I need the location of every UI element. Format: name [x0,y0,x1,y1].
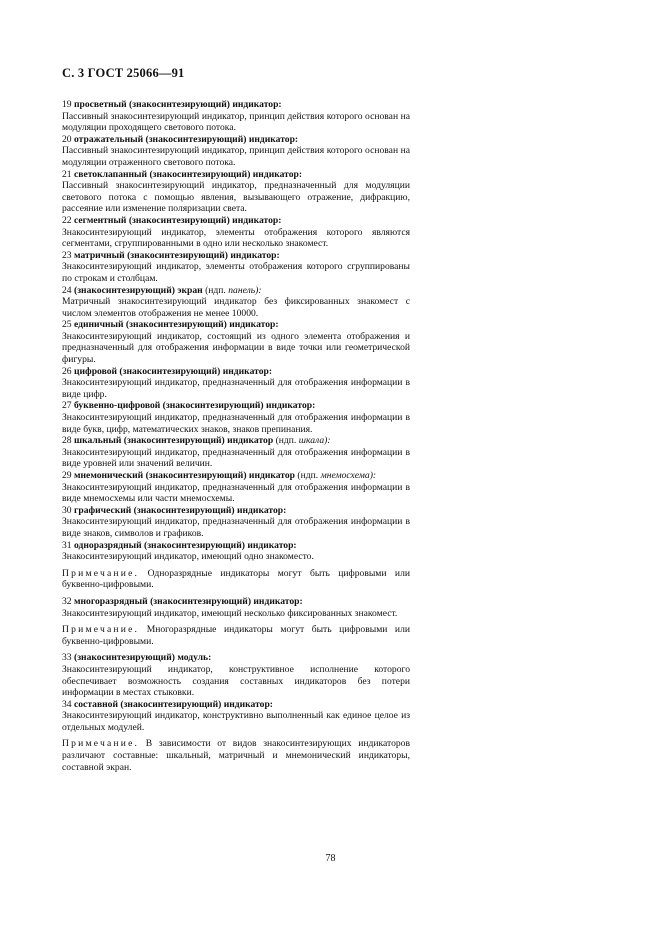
term-number: 24 [62,284,72,296]
term-name: мнемонический (знакосинтезирующий) индикатор [74,470,296,481]
term-entry [62,366,410,401]
term-name: графический (знакосинтезирующий) индикатор: [74,504,287,516]
term-note [62,568,410,591]
term-number: 30 [62,504,72,516]
term-heading [62,285,410,297]
note-label: Примечание. [62,567,140,579]
term-heading [62,540,410,552]
term-entry [62,215,410,250]
term-entry [62,652,410,698]
term-number: 27 [62,400,72,412]
deprecated-prefix: (ндп. [295,470,321,481]
term-deprecated-note [273,435,330,446]
term-definition: Знакосинтезирующий индикатор, имеющий несколько фиксированных знакомест. [62,607,398,619]
term-number: 21 [62,168,72,180]
note-text: Многоразрядные индикаторы могут быть цифровыми или буквенно-цифровыми. [62,624,410,647]
term-definition: Знакосинтезирующий индикатор, элементы отображения которого сгруппированы по строкам и столбцам. [62,261,410,284]
term-heading [62,400,410,412]
term-definition: Знакосинтезирующий индикатор, предназначенный для отображения информации в виде мнемосхемы или части мнемосхемы. [62,481,410,505]
deprecated-term: шкала [298,435,325,447]
term-definition: Знакосинтезирующий индикатор, конструктивное исполнение которого обеспечивает возможность создания составных индикаторов без потери информации в местах стыковки. [62,663,410,699]
term-heading [62,652,410,664]
term-number: 26 [62,365,72,377]
term-definition: Знакосинтезирующий индикатор, предназначенный для отображения информации в виде цифр. [62,377,410,400]
term-name: светоклапанный (знакосинтезирующий) индикатор: [74,168,303,180]
term-note [62,738,410,773]
term-heading [62,505,410,517]
term-number: 33 [62,652,72,664]
term-number: 31 [62,539,72,551]
term-name: одноразрядный (знакосинтезирующий) индикатор: [74,539,297,551]
term-definition: Пассивный знакосинтезирующий индикатор, предназначенный для модуляции светового потока с помощью явления, вызывающего отражение, дифракцию, рассеяние или изменение поляризации света. [62,180,410,215]
deprecated-suffix: ): [324,435,331,447]
term-heading [62,215,410,227]
term-heading [62,319,410,331]
term-name: единичный (знакосинтезирующий) индикатор: [74,319,279,331]
term-heading [62,366,410,378]
deprecated-term: мнемосхема [320,470,370,481]
term-entry [62,285,410,320]
term-entry [62,134,410,169]
term-heading [62,134,410,146]
deprecated-suffix: ): [369,470,377,481]
term-entry [62,169,410,215]
term-entry [62,99,410,134]
term-definition: Знакосинтезирующий индикатор, предназначенный для отображения информации в виде знаков, символов и графиков. [62,516,410,539]
term-entry [62,319,410,365]
deprecated-suffix: ): [255,284,262,296]
term-name: просветный (знакосинтезирующий) индикатор: [74,99,282,110]
term-heading [62,99,410,111]
term-entry [62,400,410,435]
term-list [62,99,410,778]
note-label: Примечание. [62,738,140,750]
term-definition: Знакосинтезирующий индикатор, состоящий из одного элемента отображения и предназначенный для отображения информации в виде точки или геометрической фигуры. [62,330,410,366]
term-heading [62,699,410,711]
term-number: 25 [62,319,72,331]
term-heading [62,169,410,181]
term-definition: Пассивный знакосинтезирующий индикатор, принцип действия которого основан на модуляции отраженного светового потока. [62,145,410,168]
note-text: Одноразрядные индикаторы могут быть цифровыми или буквенно-цифровыми. [62,567,410,591]
term-definition: Знакосинтезирующий индикатор, элементы отображения которого являются сегментами, сгруппированными в одно или несколько знакомест. [62,226,410,250]
term-name: шкальный (знакосинтезирующий) индикатор [74,435,274,447]
term-name: сегментный (знакосинтезирующий) индикатор: [74,214,282,226]
term-definition: Матричный знакосинтезирующий индикатор без фиксированных знакомест с числом элементов отображения не менее 10000. [62,296,410,319]
deprecated-prefix: (ндп. [202,284,229,296]
term-number: 29 [62,470,72,481]
term-heading [62,435,410,447]
term-name: (знакосинтезирующий) модуль: [74,652,212,664]
note-text: В зависимости от видов знакосинтезирующих индикаторов различают составные: шкальный, матричный и мнемонический индикаторы, составной экран. [62,738,410,773]
term-number: 22 [62,214,72,226]
term-number: 23 [62,249,72,261]
term-name: многоразрядный (знакосинтезирующий) индикатор: [74,595,303,607]
page-number: 78 [325,853,336,864]
term-definition: Пассивный знакосинтезирующий индикатор, принцип действия которого основан на модуляции проходящего светового потока. [62,110,410,134]
term-entry [62,540,410,591]
term-number: 19 [62,99,72,110]
term-definition: Знакосинтезирующий индикатор, предназначенный для отображения информации в виде уровней или значений величин. [62,446,410,470]
term-deprecated-note [295,470,376,481]
term-note [62,624,410,647]
deprecated-prefix: (ндп. [273,435,299,447]
page-header: С. 3 ГОСТ 25066—91 [62,66,185,80]
term-name: буквенно-цифровой (знакосинтезирующий) индикатор: [74,400,316,412]
term-number: 34 [62,698,72,710]
term-definition: Знакосинтезирующий индикатор, имеющий одно знакоместо. [62,551,314,563]
term-entry [62,435,410,470]
term-name: (знакосинтезирующий) экран [74,284,203,296]
term-heading [62,596,410,608]
term-entry [62,699,410,774]
deprecated-term: панель [228,284,256,296]
term-entry [62,470,410,505]
term-number: 20 [62,133,72,145]
term-name: цифровой (знакосинтезирующий) индикатор: [74,365,273,377]
term-entry [62,596,410,647]
note-label: Примечание. [62,624,140,636]
term-number: 28 [62,435,72,447]
term-heading [62,470,410,482]
term-entry [62,250,410,285]
term-name: составной (знакосинтезирующий) индикатор: [74,698,273,710]
term-heading [62,250,410,262]
term-definition: Знакосинтезирующий индикатор, конструктивно выполненный как единое целое из отдельных модулей. [62,710,410,733]
term-entry [62,505,410,540]
term-name: отражательный (знакосинтезирующий) индикатор: [74,133,299,145]
term-definition: Знакосинтезирующий индикатор, предназначенный для отображения информации в виде букв, цифр, математических знаков, знаков препинания. [62,412,410,435]
term-number: 32 [62,595,72,607]
term-deprecated-note [203,285,262,296]
term-name: матричный (знакосинтезирующий) индикатор: [74,249,280,261]
